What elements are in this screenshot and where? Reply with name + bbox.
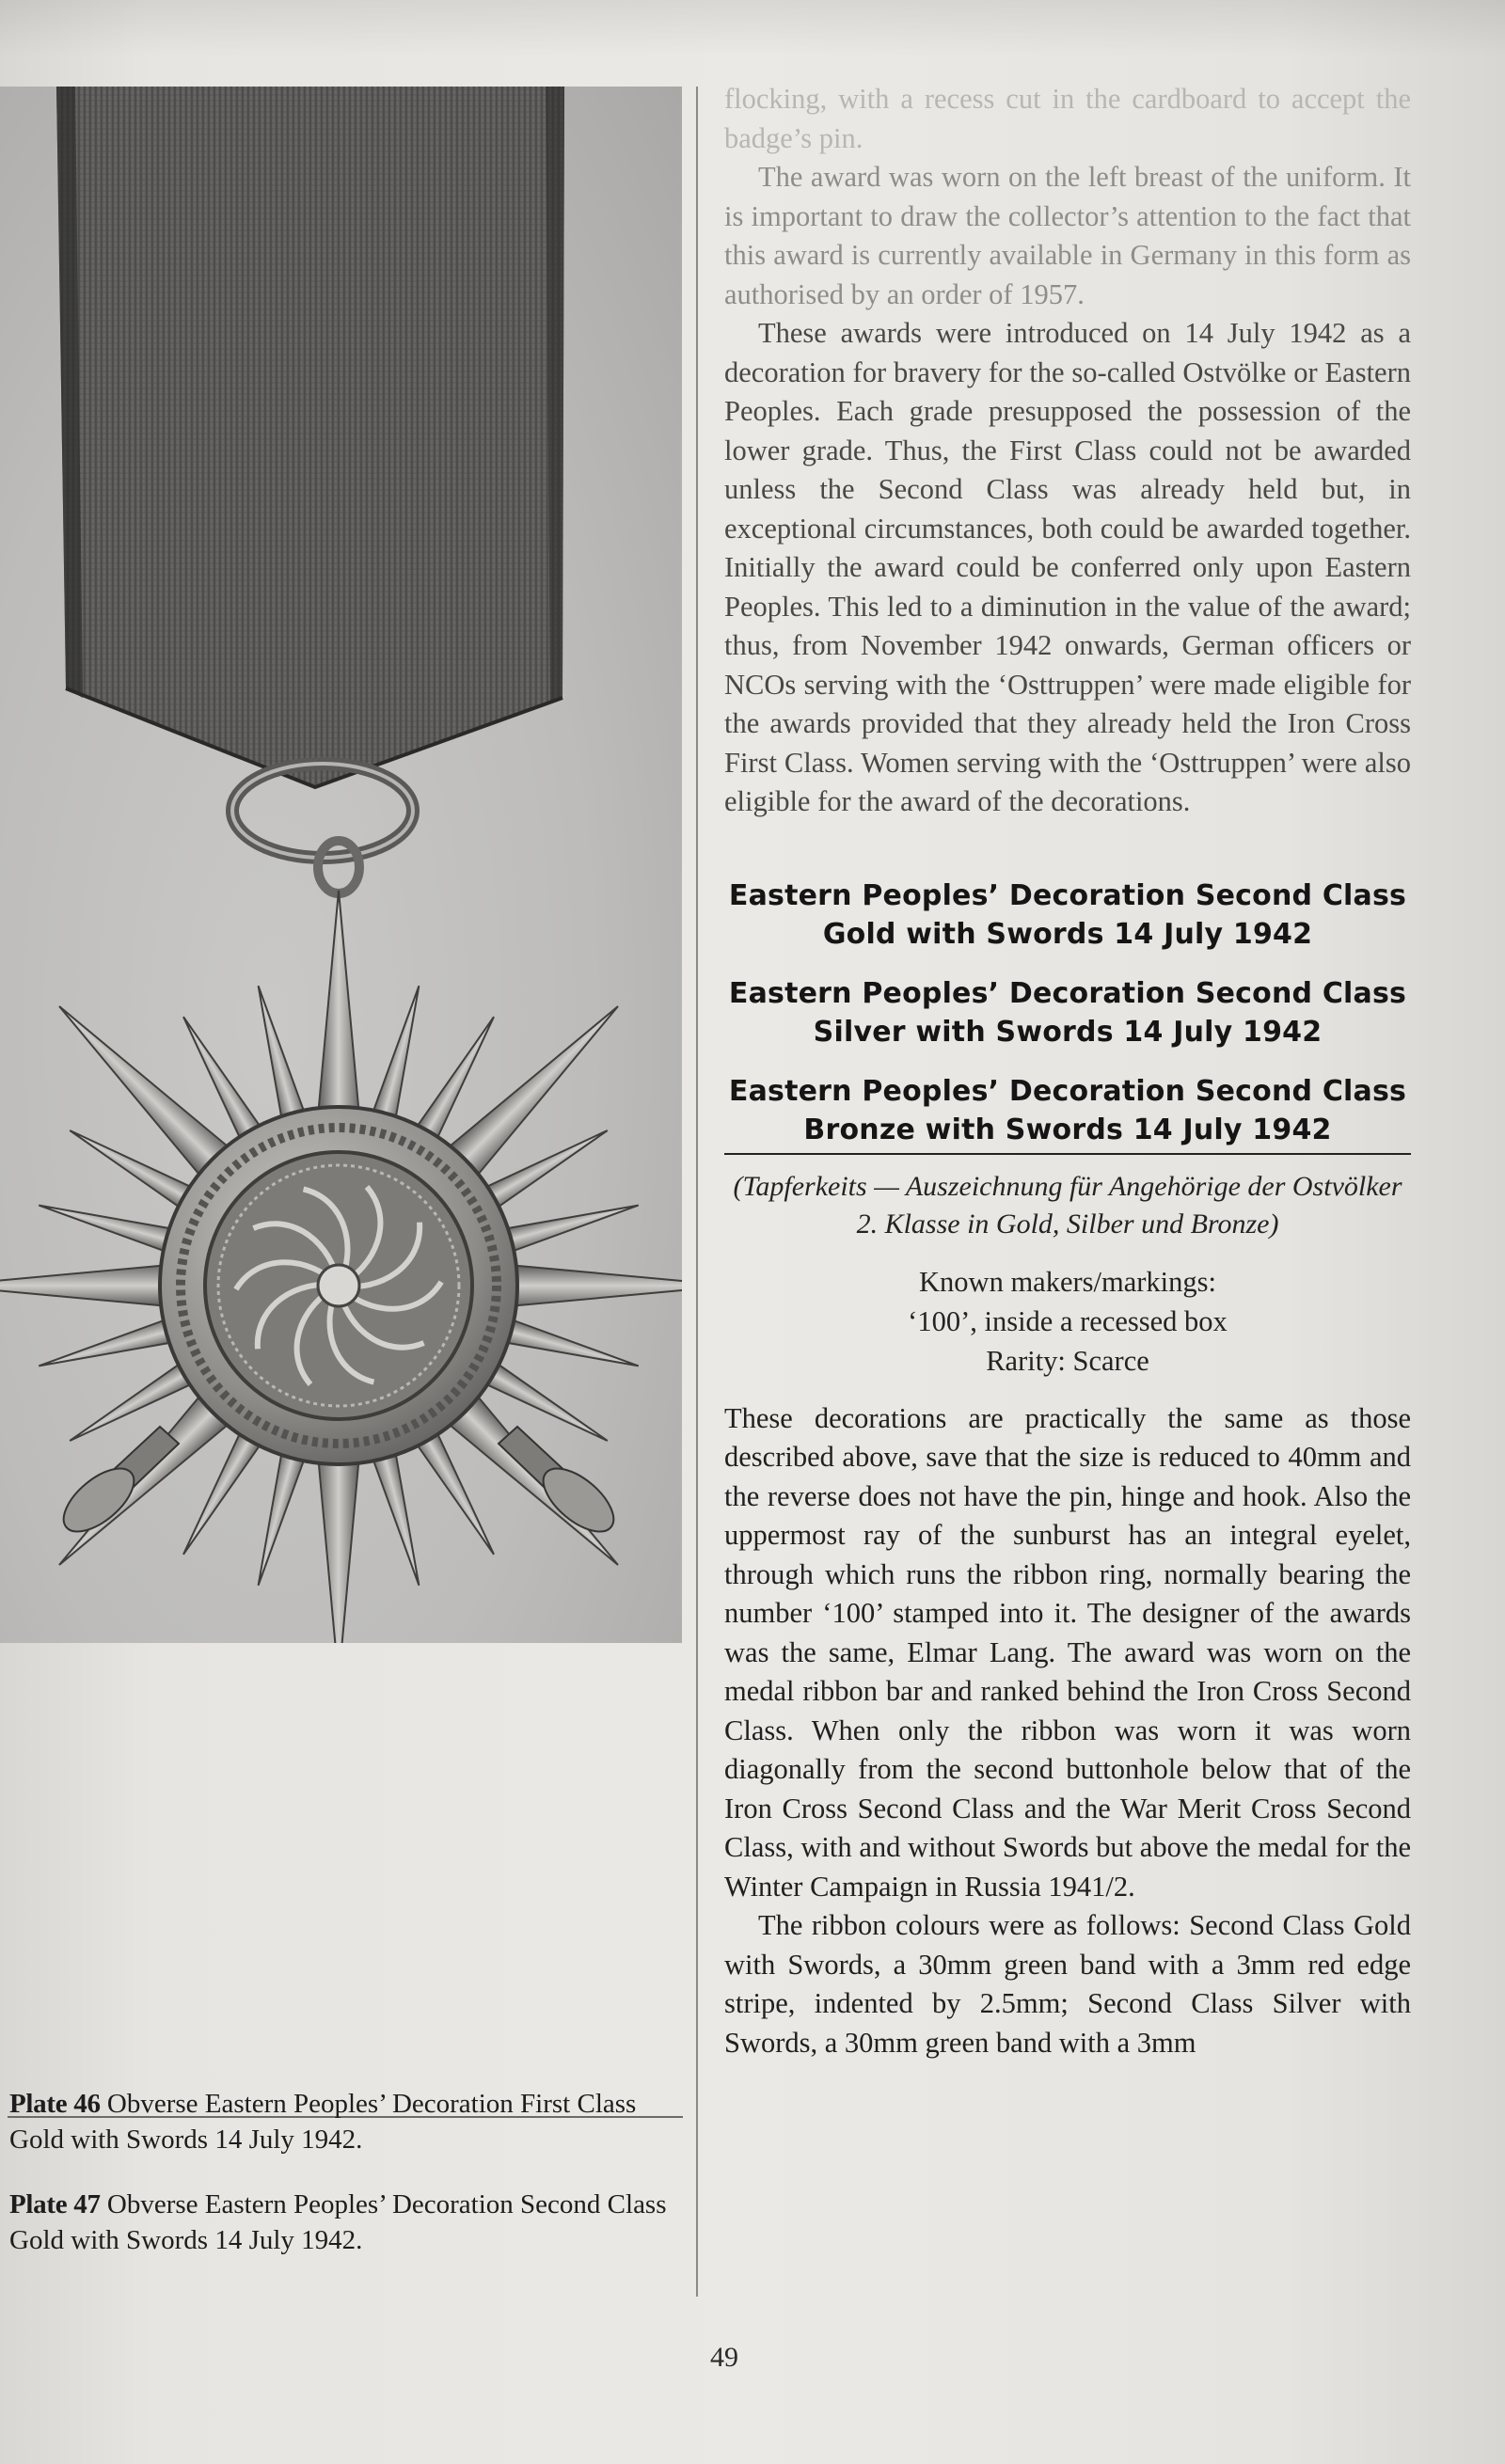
heading-gold: Eastern Peoples’ Decoration Second Class Gold with Swords 14 July 1942 xyxy=(728,878,1407,951)
heading-bronze: Eastern Peoples’ Decoration Second Class Bronze with Swords 14 July 1942 xyxy=(724,1072,1411,1155)
paragraph-ribbon-colours: The ribbon colours were as follows: Second Class Gold with Swords, a 30mm green band with a 3mm red edge stripe, indented by 2.5mm; Second Class Silver with Swords, a 30mm green band with a 3mm xyxy=(724,1909,1411,2059)
page-number: 49 xyxy=(710,2342,738,2373)
paragraph-introduction: These awards were introduced on 14 July 1942 as a decoration for bravery for the so-called Ostvölke or Eastern Peoples. Each grade presupposed the possession of the lower grade. Thus, the First Class could not be awarded unless the Second Class was already held but, in exceptional circumstances, both could be awarded together. Initially the award could be conferred only upon Eastern Peoples. This led to a diminution in the value of the award; thus, from November 1942 onwards, German officers or NCOs serving with the ‘Osttruppen’ were made eligible for the awards provided that they already held the Iron Cross First Class. Women serving with the ‘Osttruppen’ were also eligible for the award of the decorations. xyxy=(724,317,1411,817)
caption-plate-47 xyxy=(9,2187,682,2258)
makers-block xyxy=(724,1262,1411,1381)
paragraph-continued: flocking, with a recess cut in the cardboard to accept the badge’s pin. xyxy=(724,83,1411,154)
german-title: (Tapferkeits — Auszeichnung für Angehörige der Ostvölker 2. Klasse in Gold, Silber und Bronze) xyxy=(733,1170,1402,1240)
caption-text: Obverse Eastern Peoples’ Decoration Second Class Gold with Swords 14 July 1942. xyxy=(9,2189,667,2255)
caption-label: Plate 46 xyxy=(9,2089,101,2119)
ribbon xyxy=(56,87,564,787)
medal-photograph xyxy=(0,87,682,1643)
section-headings xyxy=(724,877,1411,1155)
medal-star xyxy=(0,891,682,1643)
rarity: Rarity: Scarce xyxy=(986,1344,1149,1377)
column-divider xyxy=(696,87,698,2297)
page-shadow xyxy=(0,0,1505,56)
caption-label: Plate 47 xyxy=(9,2189,101,2219)
paragraph-description: These decorations are practically the same as those described above, save that the size is reduced to 40mm and the reverse does not have the pin, hinge and hook. Also the uppermost ray of the sunburst has an integral eyelet, through which runs the ribbon ring, normally bearing the number ‘100’ stamped into it. The designer of the awards was the same, Elmar Lang. The award was worn on the medal ribbon bar and ranked behind the Iron Cross Second Class. When only the ribbon was worn it was worn diagonally from the second buttonhole below that of the Iron Cross Second Class and the War Merit Cross Second Class, with and without Swords but above the medal for the Winter Campaign in Russia 1941/2. xyxy=(724,1401,1411,1903)
heading-silver: Eastern Peoples’ Decoration Second Class Silver with Swords 14 July 1942 xyxy=(728,976,1407,1049)
text-column xyxy=(724,80,1411,2062)
paragraph-award-wear: The award was worn on the left breast of the uniform. It is important to draw the collector’s attention to the fact that this award is currently available in Germany in this form as authorised by an order of 1957. xyxy=(724,161,1411,310)
makers-value: ‘100’, inside a recessed box xyxy=(908,1304,1228,1337)
caption-text: Obverse Eastern Peoples’ Decoration First Class Gold with Swords 14 July 1942. xyxy=(9,2089,637,2155)
body-text-lower xyxy=(724,1399,1411,2063)
makers-label: Known makers/markings: xyxy=(919,1265,1216,1298)
caption-plate-46 xyxy=(9,2086,682,2157)
